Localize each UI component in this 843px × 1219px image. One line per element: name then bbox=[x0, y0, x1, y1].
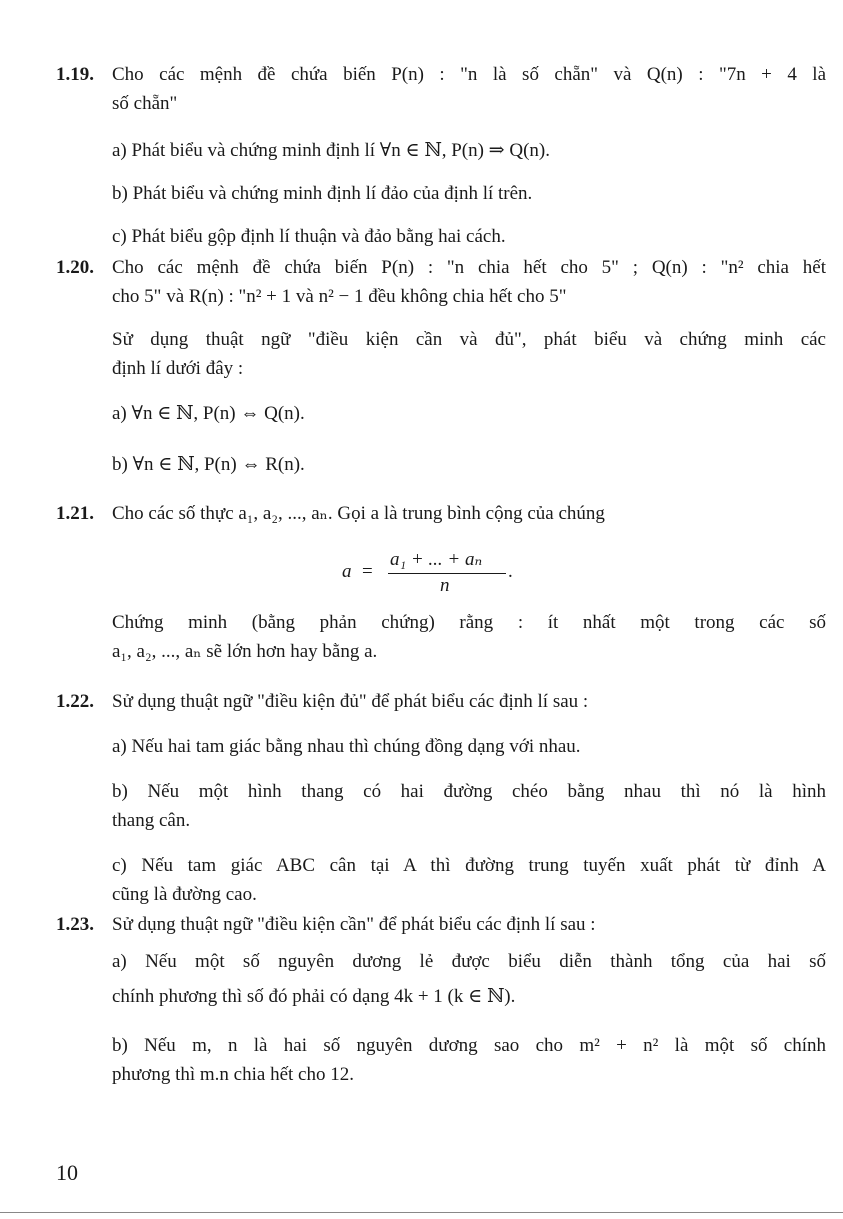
problem-number: 1.21. bbox=[56, 503, 94, 524]
problem-text-line: Cho các mệnh đề chứa biến P(n) : "n là số chẵn" và Q(n) : "7n + 4 là bbox=[112, 64, 826, 85]
sub-item-line: a) Nếu một số nguyên dương lẻ được biểu diễn thành tổng của hai số bbox=[112, 951, 826, 972]
formula-equals: = bbox=[362, 561, 373, 582]
paragraph-line: Sử dụng thuật ngữ "điều kiện cần và đủ", phát biểu và chứng minh các bbox=[112, 329, 826, 350]
paragraph-line: Chứng minh (bằng phản chứng) rằng : ít nhất một trong các số bbox=[112, 612, 826, 633]
problem-number: 1.19. bbox=[56, 64, 94, 85]
formula-period: . bbox=[508, 561, 513, 582]
paragraph-line: định lí dưới đây : bbox=[112, 358, 244, 379]
problem-1-19 bbox=[56, 60, 826, 251]
sub-item-line: chính phương thì số đó phải có dạng 4k + 1 (k ∈ ℕ). bbox=[112, 986, 516, 1007]
sub-item-line: thang cân. bbox=[112, 810, 191, 831]
sub-item-a: a) Phát biểu và chứng minh định lí ∀n ∈ ℕ, P(n) ⇒ Q(n). bbox=[112, 140, 550, 161]
sub-item-line: c) Nếu tam giác ABC cân tại A thì đường trung tuyến xuất phát từ đỉnh A bbox=[112, 855, 826, 876]
problem-text-line: Sử dụng thuật ngữ "điều kiện đủ" để phát biểu các định lí sau : bbox=[112, 691, 589, 712]
sub-item-a: a) Nếu hai tam giác bằng nhau thì chúng đồng dạng với nhau. bbox=[112, 736, 581, 757]
problem-text-line: cho 5" và R(n) : "n² + 1 và n² − 1 đều không chia hết cho 5" bbox=[112, 286, 567, 307]
formula-denominator: n bbox=[440, 575, 450, 596]
sub-item-line: cũng là đường cao. bbox=[112, 884, 257, 905]
problem-1-21 bbox=[56, 499, 826, 528]
sub-item-line: b) Nếu m, n là hai số nguyên dương sao cho m² + n² là một số chính bbox=[112, 1035, 826, 1056]
problem-1-23 bbox=[56, 910, 826, 1089]
formula-numerator: a₁ + ... + aₙ bbox=[390, 549, 483, 570]
problem-1-20 bbox=[56, 253, 826, 479]
sub-item-line: phương thì m.n chia hết cho 12. bbox=[112, 1064, 354, 1085]
page-number: 10 bbox=[56, 1160, 78, 1185]
problem-text-line: Cho các mệnh đề chứa biến P(n) : "n chia hết cho 5" ; Q(n) : "n² chia hết bbox=[112, 257, 826, 278]
sub-item-c: c) Phát biểu gộp định lí thuận và đảo bằng hai cách. bbox=[112, 226, 506, 247]
formula-lhs: a bbox=[342, 561, 352, 582]
mean-formula bbox=[340, 545, 530, 595]
problem-1-21-proof bbox=[56, 608, 826, 666]
problem-1-22 bbox=[56, 687, 826, 909]
sub-item-a: a) ∀n ∈ ℕ, P(n) ⇔ Q(n). bbox=[112, 403, 305, 424]
problem-text-line: số chẵn" bbox=[112, 93, 178, 114]
sub-item-b: b) Phát biểu và chứng minh định lí đảo của định lí trên. bbox=[112, 183, 533, 204]
problem-number: 1.20. bbox=[56, 257, 94, 278]
sub-item-a bbox=[112, 947, 826, 1011]
sub-item-b bbox=[112, 777, 826, 835]
sub-item-line: b) Nếu một hình thang có hai đường chéo bằng nhau thì nó là hình bbox=[112, 781, 826, 802]
sub-item-c bbox=[112, 851, 826, 909]
problem-number: 1.22. bbox=[56, 691, 94, 712]
problem-text-line: Sử dụng thuật ngữ "điều kiện cần" để phát biểu các định lí sau : bbox=[112, 914, 596, 935]
problem-number: 1.23. bbox=[56, 914, 94, 935]
problem-text-line: Cho các số thực a₁, a₂, ..., aₙ. Gọi a là trung bình cộng của chúng bbox=[112, 503, 605, 524]
sub-item-b bbox=[112, 1031, 826, 1089]
bottom-rule bbox=[0, 1212, 843, 1213]
sub-item-b: b) ∀n ∈ ℕ, P(n) ⇔ R(n). bbox=[112, 454, 305, 475]
paragraph-line: a₁, a₂, ..., aₙ sẽ lớn hơn hay bằng a. bbox=[112, 641, 378, 662]
